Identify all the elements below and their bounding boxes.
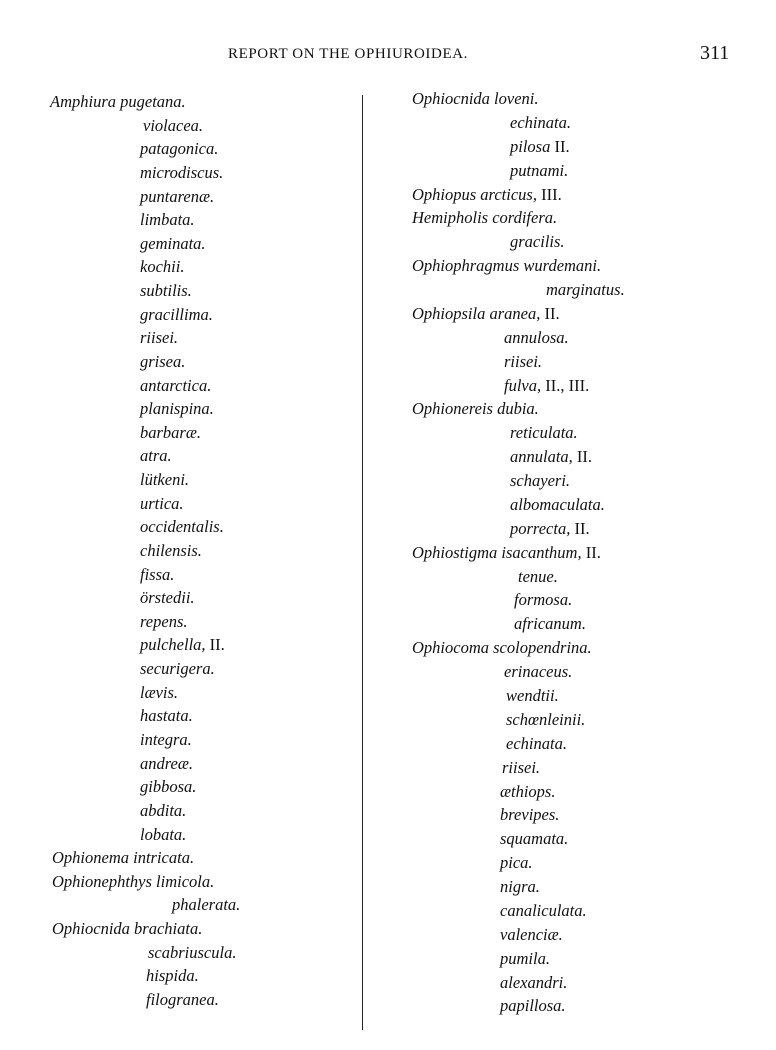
species-entry — [140, 778, 196, 796]
species-entry — [412, 186, 562, 204]
species-entry — [140, 140, 218, 158]
species-entry — [506, 711, 585, 729]
species-entry — [500, 974, 567, 992]
species-entry — [140, 495, 184, 513]
report-reference: II. — [550, 136, 570, 156]
species-name: valenciæ. — [500, 924, 563, 944]
species-entry — [140, 636, 225, 654]
species-name: africanum. — [514, 614, 586, 634]
species-name: Ophiopus arcticus, — [412, 184, 537, 204]
species-name: andreæ. — [140, 753, 194, 773]
species-name: reticulata. — [510, 423, 578, 443]
species-entry — [546, 281, 625, 299]
species-entry — [500, 926, 563, 944]
species-name: porrecta, — [510, 518, 571, 538]
species-name: echinata. — [510, 112, 571, 132]
species-name: riisei. — [504, 351, 543, 371]
species-name: lævis. — [140, 682, 179, 702]
species-entry — [412, 209, 557, 227]
species-entry — [500, 830, 568, 848]
species-entry — [514, 615, 586, 633]
species-entry — [510, 520, 590, 538]
species-entry — [140, 826, 186, 844]
species-entry — [140, 471, 189, 489]
species-name: canaliculata. — [500, 900, 587, 920]
species-entry — [506, 735, 567, 753]
species-entry — [500, 878, 540, 896]
species-entry — [510, 496, 605, 514]
species-entry — [412, 90, 538, 108]
species-entry — [140, 589, 195, 607]
species-entry — [143, 117, 203, 135]
species-name: pilosa — [510, 136, 551, 156]
species-name: integra. — [140, 730, 192, 749]
species-name: microdiscus. — [140, 162, 224, 182]
species-entry — [514, 591, 572, 609]
species-entry — [506, 687, 559, 705]
species-entry — [52, 873, 214, 891]
species-entry — [412, 400, 539, 418]
report-reference: II. — [570, 518, 590, 538]
species-name: lütkeni. — [140, 470, 190, 490]
species-name: planispina. — [140, 399, 214, 419]
species-entry — [504, 663, 572, 681]
species-name: securigera. — [140, 659, 215, 679]
species-name: scabriuscula. — [148, 942, 237, 962]
species-name: pica. — [500, 853, 533, 873]
species-entry — [140, 447, 172, 465]
report-reference: II., III. — [541, 375, 590, 395]
species-name: limbata. — [140, 210, 195, 230]
species-name: annulosa. — [504, 327, 569, 347]
species-name: patagonica. — [140, 139, 219, 159]
species-entry — [50, 93, 186, 111]
species-entry — [140, 731, 192, 749]
species-name: Ophionephthys limicola. — [52, 871, 215, 891]
species-name: fulva, — [504, 375, 542, 395]
species-name: echinata. — [506, 733, 567, 753]
species-entry — [148, 944, 236, 962]
species-name: örstedii. — [140, 588, 195, 608]
species-entry — [518, 568, 558, 586]
species-entry — [500, 902, 587, 920]
species-entry — [140, 707, 193, 725]
species-entry — [140, 660, 215, 678]
species-name: barbaræ. — [140, 422, 201, 442]
report-reference: III. — [536, 184, 562, 204]
species-name: alexandri. — [500, 972, 568, 992]
species-entry — [140, 400, 214, 418]
species-entry — [140, 613, 188, 631]
species-entry — [140, 282, 192, 300]
species-entry — [502, 759, 540, 777]
species-name: repens. — [140, 611, 188, 631]
column-divider — [362, 95, 363, 1030]
species-name: occidentalis. — [140, 517, 224, 537]
species-name: filogranea. — [146, 989, 219, 1009]
species-entry — [140, 518, 224, 536]
species-name: gracillima. — [140, 304, 213, 324]
species-entry — [140, 684, 178, 702]
species-entry — [140, 211, 195, 229]
species-entry — [140, 235, 206, 253]
species-name: putnami. — [510, 160, 569, 180]
species-name: gibbosa. — [140, 777, 197, 797]
species-entry — [510, 448, 592, 466]
species-name: pulchella, — [140, 635, 206, 655]
species-entry — [140, 188, 214, 206]
species-name: wendtii. — [506, 686, 559, 705]
species-name: riisei. — [502, 757, 541, 777]
species-entry — [500, 806, 559, 824]
species-entry — [412, 257, 601, 275]
species-name: albomaculata. — [510, 494, 605, 514]
species-name: Ophiophragmus wurdemani. — [412, 256, 602, 276]
species-name: Ophiocnida brachiata. — [52, 919, 203, 939]
species-entry — [504, 377, 589, 395]
species-name: Ophiocnida loveni. — [412, 89, 539, 108]
species-name: atra. — [140, 446, 172, 466]
report-reference: II. — [540, 303, 560, 323]
species-name: kochii. — [140, 257, 185, 277]
species-entry — [500, 997, 566, 1015]
running-header: REPORT ON THE OPHIUROIDEA. — [228, 46, 468, 62]
page-number: 311 — [700, 42, 730, 64]
species-entry — [510, 472, 570, 490]
species-name: hispida. — [146, 966, 199, 986]
species-name: schayeri. — [510, 471, 571, 491]
species-name: pumila. — [500, 948, 550, 968]
species-name: Ophionema intricata. — [52, 848, 195, 868]
species-name: marginatus. — [546, 280, 625, 300]
species-name: chilensis. — [140, 540, 202, 560]
species-entry — [140, 542, 202, 560]
species-name: Ophionereis dubia. — [412, 399, 539, 419]
species-entry — [52, 920, 202, 938]
report-reference: II. — [572, 447, 593, 467]
species-name: grisea. — [140, 351, 186, 371]
species-entry — [146, 967, 199, 985]
species-name: Amphiura pugetana. — [50, 92, 186, 111]
species-entry — [140, 377, 211, 395]
species-name: hastata. — [140, 706, 193, 726]
species-entry — [140, 353, 185, 371]
species-name: geminata. — [140, 233, 206, 253]
species-entry — [146, 991, 219, 1009]
species-entry — [52, 849, 194, 867]
species-entry — [510, 424, 578, 442]
species-name: squamata. — [500, 829, 569, 849]
species-name: nigra. — [500, 877, 540, 897]
species-name: fissa. — [140, 564, 175, 584]
species-entry — [510, 138, 570, 156]
species-entry — [140, 306, 213, 324]
species-name: Ophiopsila aranea, — [412, 303, 541, 323]
species-entry — [500, 854, 533, 872]
species-entry — [510, 114, 571, 132]
species-name: papillosa. — [500, 996, 566, 1016]
species-entry — [510, 233, 565, 251]
report-reference: II. — [205, 635, 225, 655]
species-name: phalerata. — [172, 895, 241, 915]
species-entry — [510, 162, 568, 180]
species-entry — [504, 329, 569, 347]
species-entry — [172, 896, 240, 914]
species-name: erinaceus. — [504, 662, 573, 682]
species-entry — [140, 566, 174, 584]
report-reference: II. — [581, 542, 601, 562]
species-name: brevipes. — [500, 805, 560, 825]
species-entry — [500, 950, 550, 968]
species-name: abdita. — [140, 800, 187, 820]
species-name: Ophiostigma isacanthum, — [412, 542, 582, 562]
species-name: riisei. — [140, 328, 179, 348]
species-name: antarctica. — [140, 375, 212, 395]
species-name: schœnleinii. — [506, 709, 586, 729]
species-entry — [412, 305, 560, 323]
species-name: lobata. — [140, 824, 187, 844]
species-name: tenue. — [518, 566, 558, 586]
species-entry — [140, 329, 178, 347]
species-name: puntarenæ. — [140, 186, 215, 206]
species-name: æthiops. — [500, 781, 556, 801]
species-name: formosa. — [514, 590, 573, 610]
species-name: subtilis. — [140, 281, 192, 301]
species-name: violacea. — [143, 115, 204, 135]
species-name: urtica. — [140, 493, 184, 513]
species-name: Hemipholis cordifera. — [412, 208, 558, 228]
species-entry — [140, 802, 186, 820]
species-entry — [504, 353, 542, 371]
species-entry — [140, 755, 193, 773]
species-entry — [140, 258, 184, 276]
species-name: annulata, — [510, 447, 573, 467]
species-entry — [412, 639, 592, 657]
species-entry — [140, 424, 201, 442]
species-name: gracilis. — [510, 232, 565, 252]
species-entry — [500, 783, 555, 801]
species-entry — [140, 164, 223, 182]
species-name: Ophiocoma scolopendrina. — [412, 638, 592, 658]
species-entry — [412, 544, 601, 562]
